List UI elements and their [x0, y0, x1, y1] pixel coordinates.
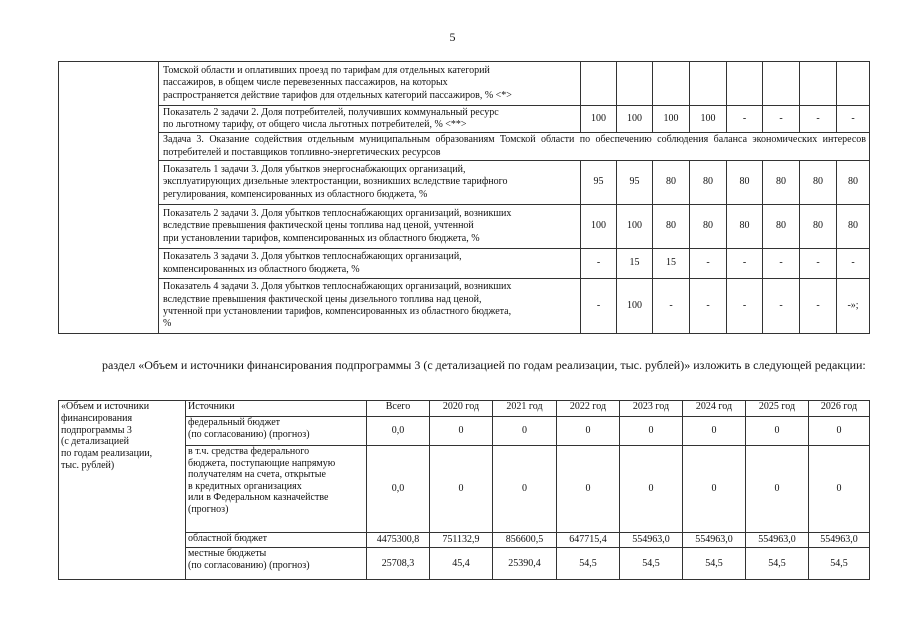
- column-header: 2025 год: [746, 401, 809, 417]
- amount-cell: 54,5: [683, 548, 746, 580]
- value-cell: -: [763, 279, 800, 334]
- value-cell: 100: [617, 106, 653, 133]
- empty-left-cell: [59, 62, 159, 334]
- value-cell: 15: [617, 249, 653, 279]
- text-line: (по согласованию) (прогноз): [188, 559, 310, 571]
- source-cell: [186, 446, 367, 533]
- text-line: по льготному тарифу, от общего числа льготных потребителей, % <**>: [163, 119, 467, 130]
- column-header: 2022 год: [557, 401, 620, 417]
- amount-cell: 0: [620, 446, 683, 533]
- value-cell: 80: [837, 161, 870, 205]
- amount-cell: 554963,0: [809, 533, 870, 548]
- value-cell: -: [581, 249, 617, 279]
- indicator-text-cell: [159, 161, 581, 205]
- text-line: федеральный бюджет: [188, 417, 281, 428]
- value-cell: [581, 62, 617, 106]
- amount-cell: 25390,4: [493, 548, 557, 580]
- indicator-row: [59, 62, 870, 106]
- text-line: областной бюджет: [188, 533, 268, 544]
- text-line: в кредитных организациях: [188, 480, 302, 492]
- indicator-text-cell: [159, 279, 581, 334]
- value-cell: 100: [653, 106, 690, 133]
- value-cell: -: [727, 106, 763, 133]
- indicator-text-cell: [159, 205, 581, 249]
- indicator-row: [59, 279, 870, 334]
- text-line: местные бюджеты: [188, 548, 267, 559]
- amount-cell: 647715,4: [557, 533, 620, 548]
- source-cell: [186, 417, 367, 446]
- value-cell: 80: [800, 205, 837, 249]
- amount-cell: 0: [430, 446, 493, 533]
- value-cell: -: [800, 106, 837, 133]
- text-line: при установлении тарифов, компенсированных из областного бюджета, %: [163, 232, 480, 244]
- text-line: Показатель 1 задачи 3. Доля убытков энергоснабжающих организаций,: [163, 164, 466, 176]
- text-line: «Объем и источники: [61, 401, 150, 412]
- amount-cell: 54,5: [746, 548, 809, 580]
- amount-cell: 554963,0: [683, 533, 746, 548]
- column-header: 2026 год: [809, 401, 870, 417]
- amount-cell: 0,0: [367, 446, 430, 533]
- value-cell: 80: [653, 205, 690, 249]
- indicators-table: [58, 61, 870, 334]
- indicator-text-cell: [159, 249, 581, 279]
- amount-cell: 751132,9: [430, 533, 493, 548]
- column-header: 2023 год: [620, 401, 683, 417]
- value-cell: 80: [690, 205, 727, 249]
- text-line: бюджета, поступающие напрямую: [188, 457, 336, 469]
- value-cell: [690, 62, 727, 106]
- amount-cell: 0: [809, 417, 870, 446]
- page-number: 5: [449, 30, 456, 44]
- indicator-row: [59, 106, 870, 133]
- text-line: финансирования: [61, 412, 133, 424]
- value-cell: [727, 62, 763, 106]
- value-cell: -: [763, 249, 800, 279]
- value-cell: 100: [690, 106, 727, 133]
- text-line: подпрограммы 3: [61, 424, 132, 436]
- amount-cell: 0: [809, 446, 870, 533]
- amount-cell: 0: [683, 446, 746, 533]
- value-cell: -: [727, 279, 763, 334]
- header-row: [59, 401, 870, 417]
- column-header: 2020 год: [430, 401, 493, 417]
- value-cell: 100: [617, 205, 653, 249]
- amount-cell: 45,4: [430, 548, 493, 580]
- text-line: Показатель 4 задачи 3. Доля убытков теплоснабжающих организаций, возникших: [163, 281, 512, 293]
- amount-cell: 0: [746, 417, 809, 446]
- column-header: 2021 год: [493, 401, 557, 417]
- value-cell: 15: [653, 249, 690, 279]
- amount-cell: 856600,5: [493, 533, 557, 548]
- value-cell: 95: [581, 161, 617, 205]
- text-line: Показатель 3 задачи 3. Доля убытков теплоснабжающих организаций,: [163, 251, 462, 263]
- amount-cell: 54,5: [620, 548, 683, 580]
- value-cell: [617, 62, 653, 106]
- text-line: эксплуатирующих дизельные электростанции, возникших вследствие тарифного: [163, 176, 508, 188]
- amount-cell: 0: [557, 417, 620, 446]
- indicator-row: [59, 161, 870, 205]
- value-cell: -: [727, 249, 763, 279]
- value-cell: -: [800, 279, 837, 334]
- indicator-text-cell: [159, 106, 581, 133]
- value-cell: 100: [617, 279, 653, 334]
- value-cell: [653, 62, 690, 106]
- section-instruction-paragraph: раздел «Объем и источники финансирования подпрограммы 3 (с детализацией по годам реализации, тыс. рублей)» изложить в следующей редакции:: [102, 358, 866, 372]
- amount-cell: 0: [493, 417, 557, 446]
- text-line: учтенной при установлении тарифов, компенсированных из областного бюджета,: [163, 306, 512, 317]
- value-cell: -: [763, 106, 800, 133]
- amount-cell: 0: [430, 417, 493, 446]
- text-line: или в Федеральном казначействе: [188, 492, 329, 504]
- text-line: Показатель 2 задачи 2. Доля потребителей, получивших коммунальный ресурс: [163, 106, 499, 118]
- column-header: Источники: [186, 401, 367, 417]
- amount-cell: 54,5: [809, 548, 870, 580]
- value-cell: -: [690, 279, 727, 334]
- amount-cell: 0,0: [367, 417, 430, 446]
- financing-table: [58, 400, 870, 580]
- value-cell: -: [690, 249, 727, 279]
- value-cell: -: [837, 249, 870, 279]
- subprogram-label-cell: [59, 401, 186, 580]
- amount-cell: 0: [620, 417, 683, 446]
- amount-cell: 54,5: [557, 548, 620, 580]
- amount-cell: 0: [557, 446, 620, 533]
- value-cell: 80: [837, 205, 870, 249]
- text-line: регулирования, компенсированных из областного бюджета, %: [163, 188, 428, 200]
- amount-cell: 25708,3: [367, 548, 430, 580]
- value-cell: 80: [690, 161, 727, 205]
- text-line: %: [163, 318, 172, 330]
- value-cell: 80: [727, 161, 763, 205]
- text-line: (прогноз): [188, 503, 229, 515]
- source-cell: [186, 548, 367, 580]
- value-cell: -: [653, 279, 690, 334]
- text-line: вследствие превышения фактической цены топлива над ценой, учтенной: [163, 220, 474, 232]
- value-cell: -: [581, 279, 617, 334]
- text-line: вследствие превышения фактической цены дизельного топлива над ценой,: [163, 293, 482, 305]
- value-cell: 100: [581, 106, 617, 133]
- text-line: Показатель 2 задачи 3. Доля убытков теплоснабжающих организаций, возникших: [163, 208, 512, 220]
- text-line: (с детализацией: [61, 436, 130, 448]
- text-line: компенсированных из областного бюджета, %: [163, 263, 360, 275]
- amount-cell: 0: [493, 446, 557, 533]
- text-line: распространяется действие тарифов для отдельных категорий пассажиров, % <*>: [163, 89, 512, 101]
- amount-cell: 4475300,8: [367, 533, 430, 548]
- source-cell: [186, 533, 367, 548]
- column-header: Всего: [367, 401, 430, 417]
- amount-cell: 554963,0: [746, 533, 809, 548]
- text-line: по годам реализации,: [61, 448, 153, 460]
- value-cell: 100: [581, 205, 617, 249]
- value-cell: [800, 62, 837, 106]
- amount-cell: 0: [683, 417, 746, 446]
- text-line: получателям на счета, открытые: [188, 469, 326, 481]
- amount-cell: 0: [746, 446, 809, 533]
- text-line: в т.ч. средства федерального: [188, 446, 310, 457]
- indicator-row: [59, 133, 870, 161]
- column-header: 2024 год: [683, 401, 746, 417]
- amount-cell: 554963,0: [620, 533, 683, 548]
- value-cell: -: [800, 249, 837, 279]
- indicator-row: [59, 205, 870, 249]
- indicator-text-cell: [159, 62, 581, 106]
- value-cell: 80: [653, 161, 690, 205]
- text-line: (по согласованию) (прогноз): [188, 428, 310, 440]
- indicator-row: [59, 249, 870, 279]
- value-cell: -: [837, 106, 870, 133]
- text-line: тыс. рублей): [61, 459, 115, 471]
- value-cell: [837, 62, 870, 106]
- value-cell: 80: [800, 161, 837, 205]
- value-cell: [763, 62, 800, 106]
- value-cell: 80: [763, 161, 800, 205]
- text-line: Томской области и оплативших проезд по тарифам для отдельных категорий: [163, 65, 490, 77]
- task-row-cell: Задача 3. Оказание содействия отдельным муниципальным образованиям Томской области по обеспечению соблюдения баланса экономических интересов потребителей и поставщиков топливно-энергетических ресурсов: [159, 133, 870, 161]
- value-cell: 95: [617, 161, 653, 205]
- text-line: пассажиров, в общем числе перевезенных пассажиров, на которых: [163, 77, 448, 89]
- value-cell: -»;: [837, 279, 870, 334]
- value-cell: 80: [763, 205, 800, 249]
- value-cell: 80: [727, 205, 763, 249]
